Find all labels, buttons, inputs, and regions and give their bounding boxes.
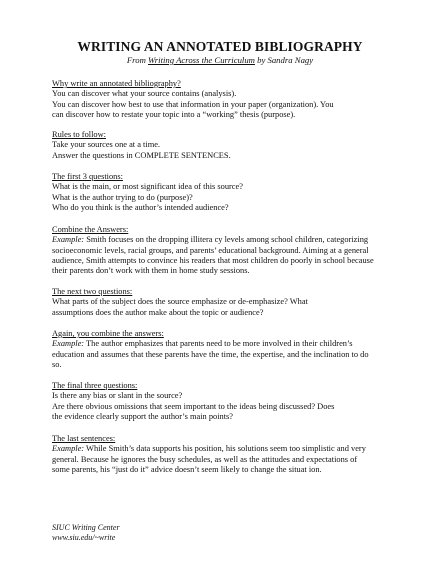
subtitle-prefix: From xyxy=(126,55,149,65)
text-line: the evidence clearly support the author’s main points? xyxy=(52,411,234,421)
text-line: What parts of the subject does the source emphasize or de-emphasize? What xyxy=(52,297,308,307)
text-line: audience, Smith attempts to convince his readers that most children do poorly in school because xyxy=(52,255,374,265)
text-line: What is the main, or most significant idea of this source? xyxy=(52,182,243,192)
text-line: You can discover what your source contains (analysis). xyxy=(52,89,237,99)
section-heading: The first 3 questions: xyxy=(52,172,123,181)
example-label: Example: xyxy=(52,444,85,454)
text-line: You can discover how best to use that information in your paper (organization). You xyxy=(52,99,334,109)
section-last-sentences xyxy=(52,434,397,475)
document-title: WRITING AN ANNOTATED BIBLIOGRAPHY xyxy=(77,39,363,54)
section-heading: Again, you combine the answers: xyxy=(52,329,164,338)
example-text: The author emphasizes that parents need to be more involved in their children’s xyxy=(84,339,353,349)
section-heading: Rules to follow: xyxy=(52,130,106,139)
section-heading: The last sentences: xyxy=(52,434,116,443)
text-line xyxy=(52,235,397,245)
text-line: Is there any bias or slant in the source? xyxy=(52,391,183,401)
text-line: assumptions does the author make about the topic or audience? xyxy=(52,307,264,317)
section-heading: The final three questions: xyxy=(52,381,138,390)
document-subtitle xyxy=(0,55,440,65)
section-first-questions xyxy=(52,172,397,213)
footer-org: SIUC Writing Center xyxy=(52,523,120,532)
section-why xyxy=(52,79,397,120)
section-heading: The next two questions: xyxy=(52,287,133,296)
section-final-questions xyxy=(52,381,397,422)
text-line: Answer the questions in COMPLETE SENTENCES. xyxy=(52,150,231,160)
text-line: their parents don’t work with them in home study sessions. xyxy=(52,266,250,276)
text-line xyxy=(52,444,397,454)
text-line xyxy=(52,339,397,349)
text-line: some parents, his “just do it” advice doesn’t seem likely to change the situat ion. xyxy=(52,464,322,474)
section-rules xyxy=(52,130,397,161)
section-combine-answers xyxy=(52,225,397,276)
footer-url: www.siu.edu/~write xyxy=(52,533,116,542)
subtitle-source: Writing Across the Curriculum xyxy=(148,55,255,65)
text-line: What is the author trying to do (purpose)? xyxy=(52,192,193,202)
footer xyxy=(52,523,120,543)
section-combine-again xyxy=(52,329,397,370)
text-line: Take your sources one at a time. xyxy=(52,140,161,150)
text-line: education and assumes that these parents have the time, the expertise, and the inclination to do xyxy=(52,349,369,359)
section-heading: Combine the Answers: xyxy=(52,225,129,234)
example-label: Example: xyxy=(52,339,85,349)
subtitle-suffix: by Sandra Nagy xyxy=(254,55,314,65)
example-text: While Smith’s data supports his position, his solutions seem too simplistic and very xyxy=(84,444,366,454)
text-line: can discover how to restate your topic into a “working” thesis (purpose). xyxy=(52,109,296,119)
section-heading: Why write an annotated bibliography? xyxy=(52,79,181,88)
text-line: Are there obvious omissions that seem important to the ideas being discussed? Does xyxy=(52,401,335,411)
section-next-questions xyxy=(52,287,397,318)
text-line: so. xyxy=(52,359,62,369)
example-label: Example: xyxy=(52,235,85,245)
text-line: Who do you think is the author’s intended audience? xyxy=(52,202,229,212)
example-text: Smith focuses on the dropping illitera cy levels among school children, categorizing xyxy=(84,235,369,245)
text-line: socioeconomic levels, racial groups, and parents’ educational background. Aiming at a general xyxy=(52,245,369,255)
text-line: general. Because he ignores the busy schedules, as well as the attitudes and expectations of xyxy=(52,454,358,464)
